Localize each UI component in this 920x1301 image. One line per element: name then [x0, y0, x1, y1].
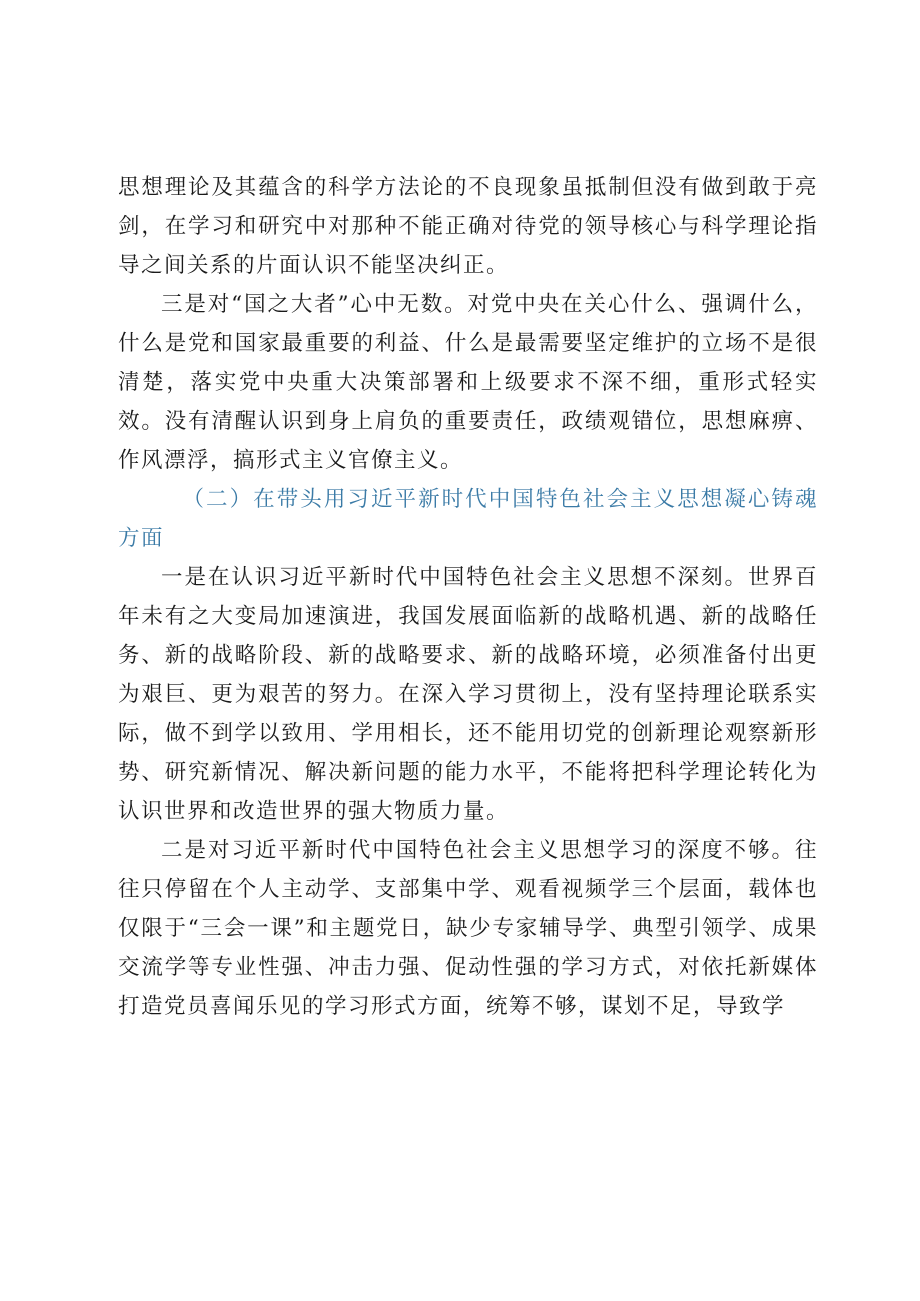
- paragraph-point-two: 二是对习近平新时代中国特色社会主义思想学习的深度不够。往往只停留在个人主动学、支部集中学、观看视频学三个层面，载体也仅限于“三会一课”和主题党日，缺少专家辅导学、典型引领学、成果交流学等专业性强、冲击力强、促动性强的学习方式，对依托新媒体打造党员喜闻乐见的学习形式方面，统筹不够，谋划不足，导致学: [118, 838, 818, 1019]
- document-page: [118, 168, 818, 1026]
- paragraph-point-one: 一是在认识习近平新时代中国特色社会主义思想不深刻。世界百年未有之大变局加速演进，我国发展面临新的战略机遇、新的战略任务、新的战略阶段、新的战略要求、新的战略环境，必须准备付出更为艰巨、更为艰苦的努力。在深入学习贯彻上，没有坚持理论联系实际，做不到学以致用、学用相长，还不能用切党的创新理论观察新形势、研究新情况、解决新问题的能力水平，不能将把科学理论转化为认识世界和改造世界的强大物质力量。: [118, 565, 818, 824]
- paragraph-point-three: 三是对“国之大者”心中无数。对党中央在关心什么、强调什么，什么是党和国家最重要的利益、什么是最需要坚定维护的立场不是很清楚，落实党中央重大决策部署和上级要求不深不细，重形式轻实效。没有清醒认识到身上肩负的重要责任，政绩观错位，思想麻痹、作风漂浮，搞形式主义官僚主义。: [118, 292, 818, 473]
- section-heading-two: （二）在带头用习近平新时代中国特色社会主义思想凝心铸魂方面: [118, 487, 818, 551]
- paragraph-continuation: 思想理论及其蕴含的科学方法论的不良现象虽抵制但没有做到敢于亮剑，在学习和研究中对那种不能正确对待党的领导核心与科学理论指导之间关系的片面认识不能坚决纠正。: [118, 175, 818, 278]
